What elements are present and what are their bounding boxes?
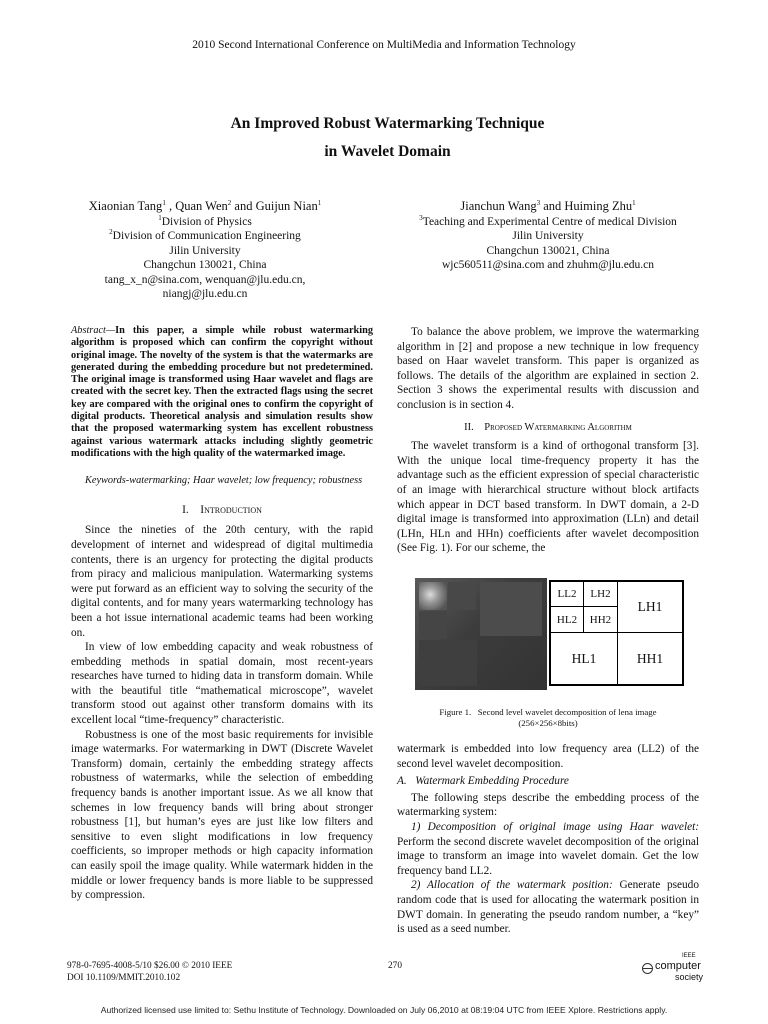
affiliation-1: $^1$Division of Physics [158,213,252,228]
subsection-a-heading: A. Watermark Embedding Procedure [397,775,569,788]
intro-paragraph-1: Since the nineties of the 20th century, with the rapid development of internet and widespread of digital multimedia contents, there is an urgency for protecting the digital products from piracy and malicious manipulation. Watermarking systems were put forward as an efficient way to solving the security of the digital contents, and for many years watermarking technology has been a hot issue international academic teams had been working on. [71,524,373,639]
abstract-text: In this paper, a simple while robust watermarking algorithm is proposed which can confirm the copyright without original image. The novelty of the system is that the watermarks are generated during the embedding procedure but not predetermined. The original image is transformed using Haar wavelet and flags are created with the secret key. Then the extracted flags using the secret key are compared with the original ones to confirm the copyright of digital products. Theoretical analysis and simulation results show that the proposed watermarking system has excellent robustness against various watermark attacks including slightly geometric modifications with the high quality of the watermarked image. [71,325,373,459]
right-paragraph-4: The following steps describe the embedding process of the watermarking system: [397,791,699,819]
abstract-label: Abstract— [71,325,116,336]
section-2-heading: II. Proposed Watermarking Algorithm [464,421,632,433]
section-1-heading: I. Introduction [182,503,262,516]
cell-hh1: HH1 [617,632,683,685]
logo-computer-text: computer [655,960,701,972]
page-number: 270 [388,961,402,971]
cell-hh2: HH2 [583,606,618,633]
university-left: Jilin University [169,244,241,257]
figure-caption-line-2: (256×256×8bits) [518,718,578,728]
authors-right [393,199,703,273]
right-column [397,325,699,556]
abstract [71,325,373,460]
lena-wavelet-image [415,578,547,690]
decomposition-diagram [549,580,684,686]
step-1-label: 1) Decomposition of original image using Haar wavelet: [411,820,699,833]
author-names-right: Jianchun Wang$^3$ and Huiming Zhu$^1$ [460,198,636,213]
keywords: Keywords-watermarking; Haar wavelet; low frequency; robustness [85,475,363,487]
city-left: Changchun 130021, China [143,259,267,271]
email-left-2: niangj@jlu.edu.cn [162,288,248,300]
intro-paragraph-2: In view of low embedding capacity and weak robustness of embedding methods in spatial domain, most recent-years researches have turned to hiding data in transform domain. While with the beautiful title “mathematical microscope”, wavelet transform stood out against other transform domains with its excellent local “time-frequency” characteristic. [71,641,373,727]
authors-left [60,199,350,302]
cell-lh1: LH1 [617,581,683,633]
conference-header: 2010 Second International Conference on MultiMedia and Information Technology [192,39,576,51]
affiliation-3: $^3$Teaching and Experimental Centre of medical Division [419,213,677,228]
cell-hl1: HL1 [550,632,618,685]
affiliation-2: $^2$Division of Communication Engineering [109,228,301,242]
right-column-continued [397,742,699,937]
author-names-left: Xiaonian Tang$^1$ , Quan Wen$^2$ and Guijun Nian$^1$ [88,198,322,213]
title-line-1: An Improved Robust Watermarking Technique [230,115,545,132]
right-paragraph-2: The wavelet transform is a kind of orthogonal transform [3]. With the unique local time-frequency property it has the advantage such as the efficient expression of special characteristic of an image with hierarchical structure without block artifacts which appear in DCT based transform. In DWT domain, a 2-D digital image is transformed into approximation (LLn) and detail (LHn, HLn and HHn) coefficients after wavelet decomposition (See Fig. 1). For our scheme, the [397,440,699,555]
intro-paragraph-3: Robustness is one of the most basic requirements for invisible image watermarks. For watermarking in DWT (Discrete Wavelet Transform) domain, certainly the embedding strategy affects robustness of watermarks, while the selection of embedding frequency bands is another important issue. As we all know that schemes in low frequency bands will bring about stronger robustness [1], but human’s eyes are just like low filters and sensitive to even slight modifications in low frequency coefficients, so improper methods or high capacity information can easily spoil the image quality. While watermark hidden in the middle or lower frequency bands is more liable to be suppressed by compression. [71,728,373,902]
logo-society-text: society [675,972,704,982]
logo-ieee-text: IEEE [682,953,696,959]
paper-title [0,110,768,166]
figure-caption-line-1: Figure 1. Second level wavelet decomposition of lena image [439,707,657,717]
title-line-2: in Wavelet Domain [324,143,451,160]
footer-doi: DOI 10.1109/MMIT.2010.102 [67,973,181,983]
cell-hl2: HL2 [550,606,584,633]
city-right: Changchun 130021, China [486,244,610,257]
step-2-text: Generate pseudo random code that is used for allocating the watermark position in DWT domain. In generating the pseudo random number, a “key” is used as a seed number. [397,879,699,936]
right-paragraph-1: To balance the above problem, we improve the watermarking algorithm in [2] and propose a new technique in low frequency based on Haar wavelet transform. This paper is organized as follows. The details of the algorithm are explained in section 2. Section 3 shows the experimental results with discussion and conclusion is in section 4. [397,326,699,411]
university-right: Jilin University [512,230,584,242]
email-right: wjc560511@sina.com and zhuhm@jlu.edu.cn [441,259,655,271]
step-2 [397,878,699,936]
step-2-label: 2) Allocation of the watermark position: [411,879,613,892]
step-1 [397,820,699,878]
left-column [71,325,373,903]
ll2-thumbnail [419,582,447,610]
cell-ll2: LL2 [550,581,584,607]
ieee-computer-society-logo [642,953,712,987]
step-1-text: Perform the second discrete wavelet decomposition of the original image to transform an image into wavelet domain. Get the low frequency band LL2. [397,835,699,877]
footer-left [67,960,327,984]
globe-icon [642,963,653,974]
footer-isbn: 978-0-7695-4008-5/10 $26.00 © 2010 IEEE [67,961,233,971]
license-notice: Authorized licensed use limited to: Sethu Institute of Technology. Downloaded on July 06,2010 at 08:19:04 UTC from IEEE Xplore. Restrictions apply. [100,1005,668,1015]
figure-1-caption [397,707,699,729]
email-left-1: tang_x_n@sina.com, wenquan@jlu.edu.cn, [104,273,306,286]
cell-lh2: LH2 [583,581,618,607]
right-paragraph-3: watermark is embedded into low frequency area (LL2) of the second level wavelet decomposition. [397,743,699,770]
